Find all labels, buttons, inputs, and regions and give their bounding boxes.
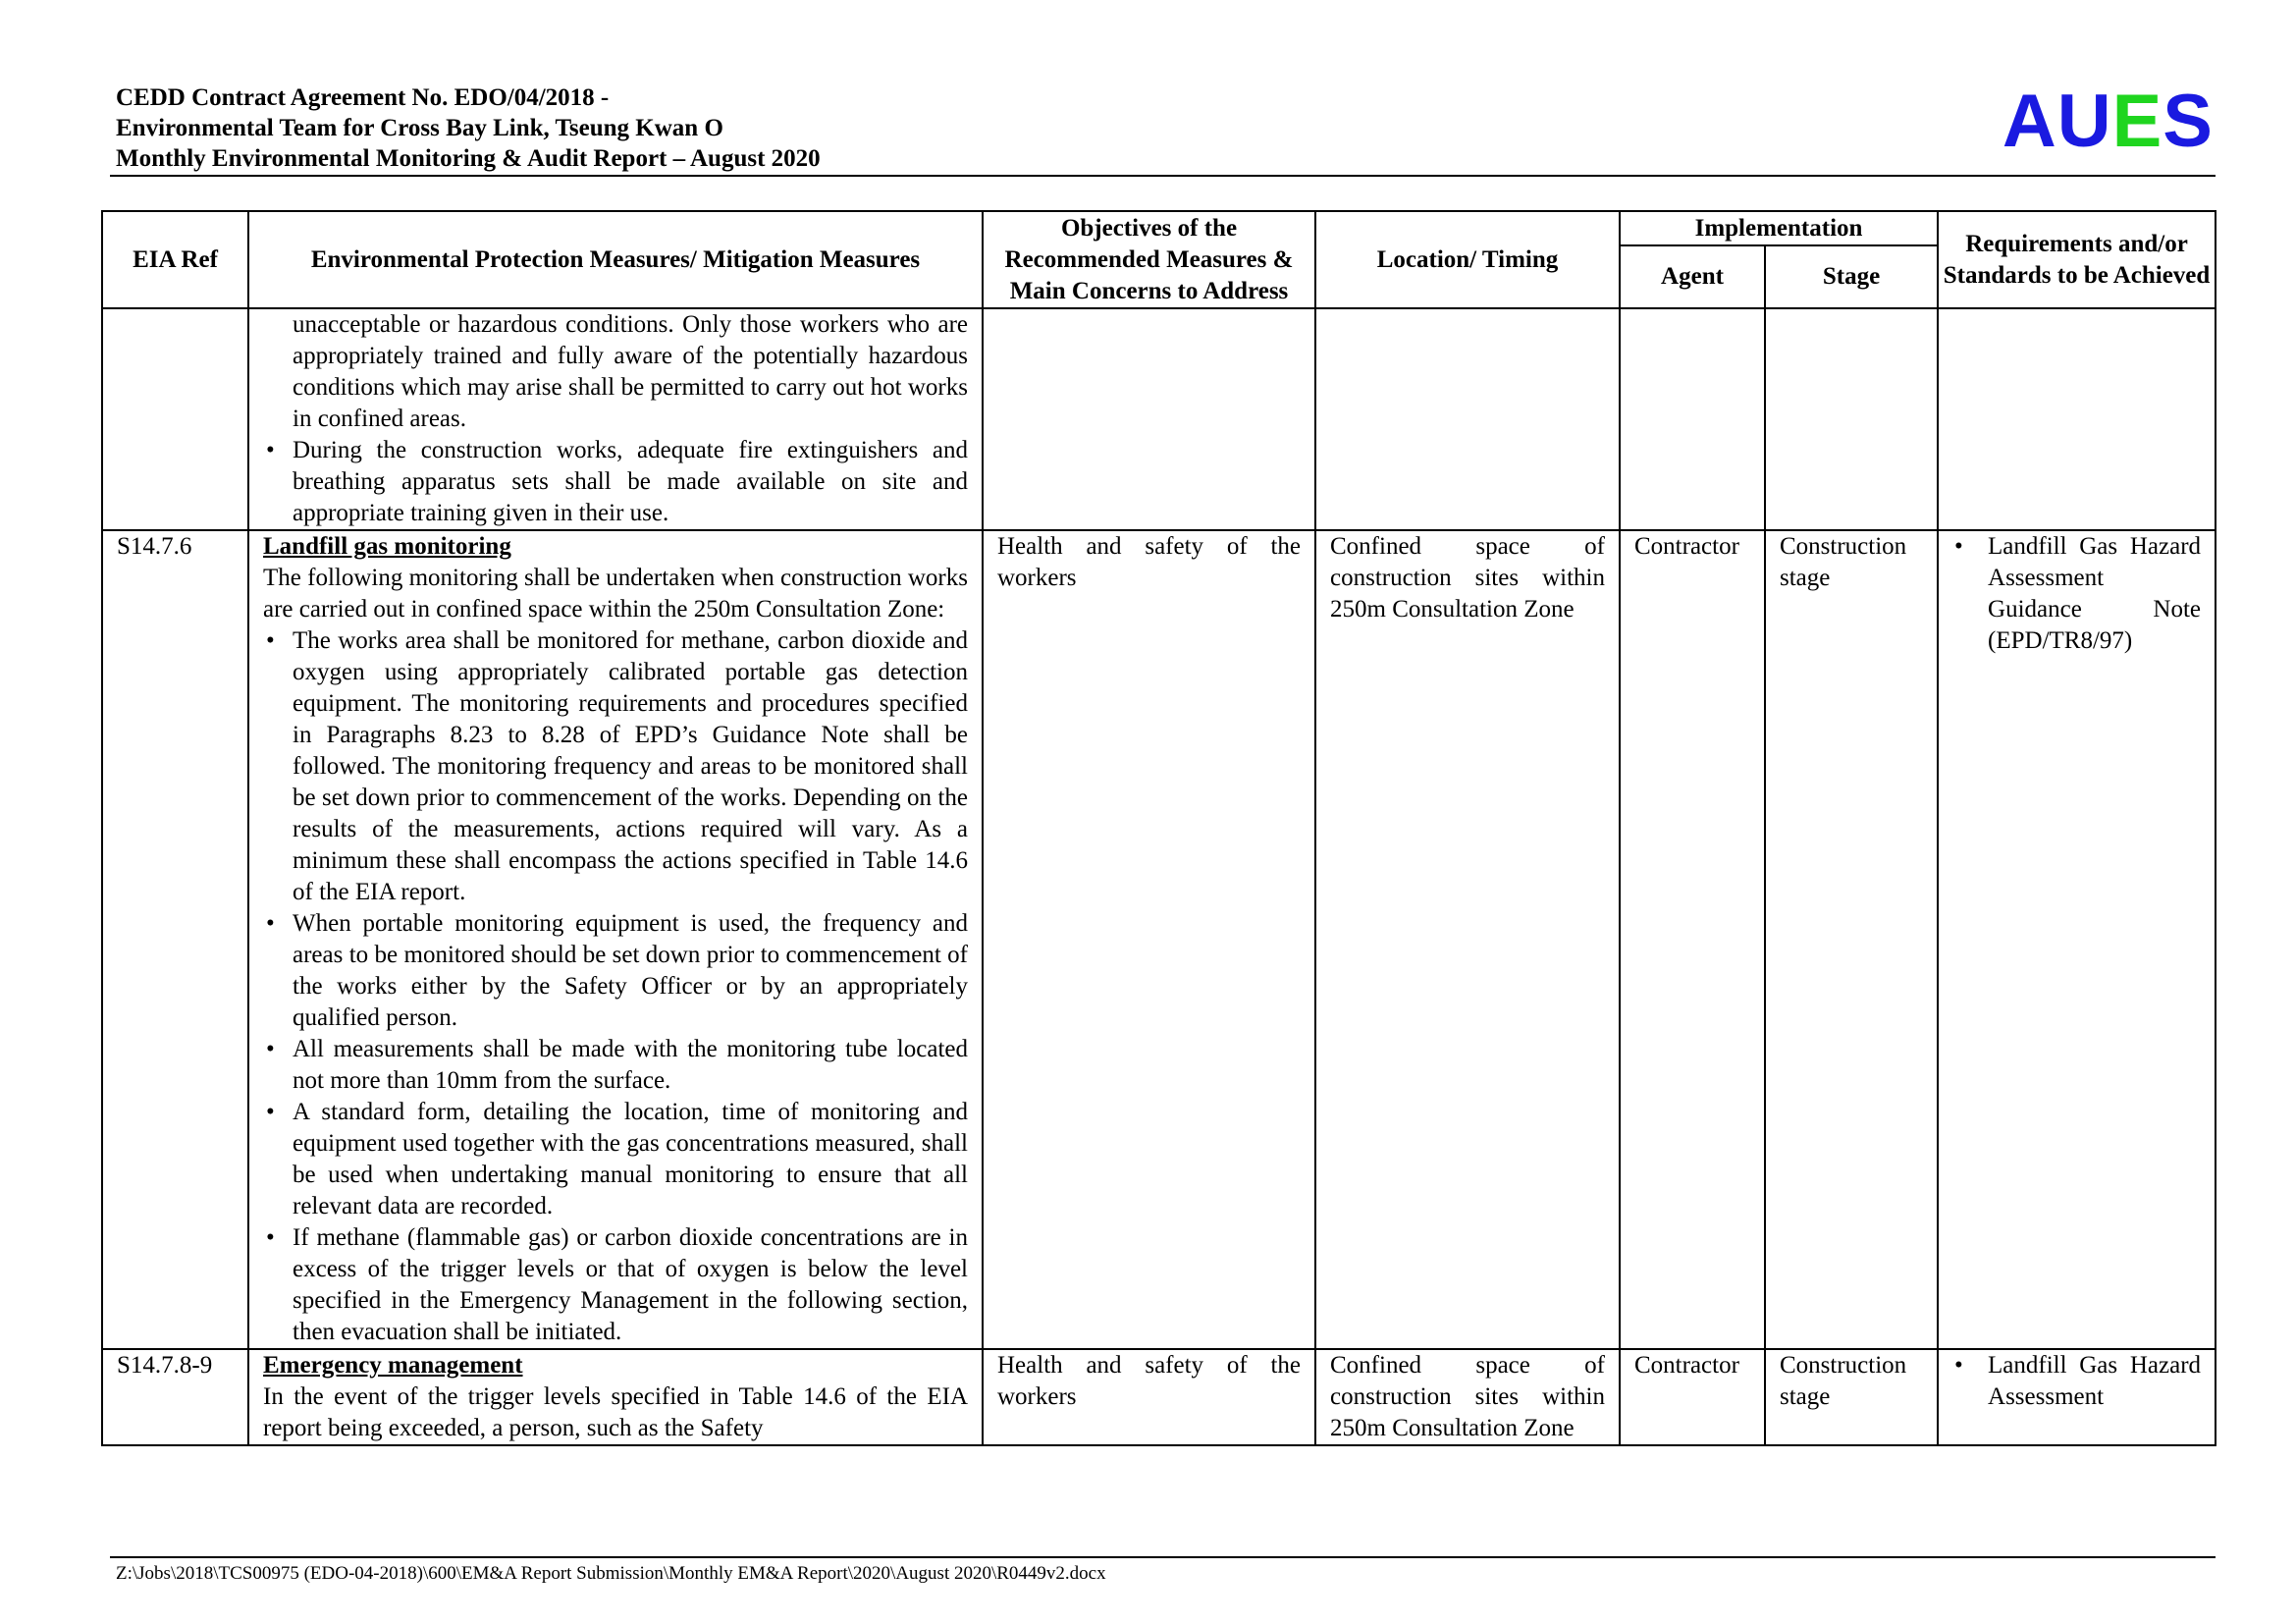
table-row	[102, 308, 2216, 530]
col-header-agent: Agent	[1620, 245, 1765, 308]
stage-cell: Construction stage	[1765, 530, 1938, 1349]
location-cell: Confined space of construction sites within 250m Consultation Zone	[1315, 530, 1620, 1349]
measures-cell	[248, 530, 983, 1349]
requirement-bullet: • Landfill Gas Hazard Assessment Guidance Note (EPD/TR8/97)	[1988, 531, 2201, 657]
header-divider	[110, 175, 2216, 177]
mitigation-measures-table	[101, 210, 2216, 1446]
col-header-stage: Stage	[1765, 245, 1938, 308]
report-title: Monthly Environmental Monitoring & Audit Report – August 2020	[116, 145, 821, 172]
table-row	[102, 530, 2216, 1349]
col-header-objectives: Objectives of the Recommended Measures & Main Concerns to Address	[983, 211, 1315, 308]
stage-cell	[1765, 308, 1938, 530]
page-header	[116, 82, 2216, 174]
footer-divider	[110, 1556, 2216, 1558]
eia-ref-cell: S14.7.6	[102, 530, 248, 1349]
measure-intro: In the event of the trigger levels specified in Table 14.6 of the EIA report being exceeded, a person, such as the Safety	[263, 1383, 968, 1441]
agent-cell	[1620, 308, 1765, 530]
col-header-implementation: Implementation	[1620, 211, 1938, 245]
file-path: Z:\Jobs\2018\TCS00975 (EDO-04-2018)\600\EM&A Report Submission\Monthly EM&A Report\2020\August 2020\R0449v2.docx	[116, 1563, 1106, 1584]
col-header-location: Location/ Timing	[1315, 211, 1620, 308]
stage-cell: Construction stage	[1765, 1349, 1938, 1445]
measure-bullet: • All measurements shall be made with the monitoring tube located not more than 10mm from the surface.	[293, 1034, 968, 1097]
objectives-cell: Health and safety of the workers	[983, 1349, 1315, 1445]
measures-cell	[248, 1349, 983, 1445]
measures-cell	[248, 308, 983, 530]
measure-bullet: • If methane (flammable gas) or carbon dioxide concentrations are in excess of the trigger levels or that of oxygen is below the level specified in the Emergency Management in the following section, then evacuation shall be initiated.	[293, 1222, 968, 1348]
requirements-cell	[1938, 308, 2216, 530]
table-row	[102, 1349, 2216, 1445]
measure-bullet: • When portable monitoring equipment is used, the frequency and areas to be monitored should be set down prior to commencement of the works either by the Safety Officer or by an appropriately qualified person.	[293, 908, 968, 1034]
measure-title: Emergency management	[263, 1352, 523, 1379]
requirements-cell	[1938, 530, 2216, 1349]
measure-bullet: • A standard form, detailing the location, time of monitoring and equipment used together with the gas concentrations measured, shall be used when undertaking manual monitoring to ensure that all relevant data are recorded.	[293, 1097, 968, 1222]
eia-ref-cell: S14.7.8-9	[102, 1349, 248, 1445]
project-title: Environmental Team for Cross Bay Link, Tseung Kwan O	[116, 115, 723, 141]
objectives-cell	[983, 308, 1315, 530]
agent-cell: Contractor	[1620, 530, 1765, 1349]
measure-bullet: • During the construction works, adequate fire extinguishers and breathing apparatus sets shall be made available on site and appropriate training given in their use.	[293, 435, 968, 529]
location-cell: Confined space of construction sites within 250m Consultation Zone	[1315, 1349, 1620, 1445]
requirements-cell	[1938, 1349, 2216, 1445]
eia-ref-cell	[102, 308, 248, 530]
requirement-bullet: • Landfill Gas Hazard Assessment	[1988, 1350, 2201, 1413]
aues-logo: AUES	[2002, 80, 2214, 163]
measure-intro: The following monitoring shall be undertaken when construction works are carried out in confined space within the 250m Consultation Zone:	[263, 565, 968, 623]
contract-title: CEDD Contract Agreement No. EDO/04/2018 -	[116, 84, 610, 111]
agent-cell: Contractor	[1620, 1349, 1765, 1445]
measure-title: Landfill gas monitoring	[263, 533, 511, 560]
location-cell	[1315, 308, 1620, 530]
continued-text: unacceptable or hazardous conditions. Only those workers who are appropriately trained and fully aware of the potentially hazardous conditions which may arise shall be permitted to carry out hot works in confined areas.	[293, 311, 968, 432]
col-header-eia-ref: EIA Ref	[102, 211, 248, 308]
objectives-cell: Health and safety of the workers	[983, 530, 1315, 1349]
measure-bullet: • The works area shall be monitored for methane, carbon dioxide and oxygen using appropriately calibrated portable gas detection equipment. The monitoring requirements and procedures specified in Paragraphs 8.23 to 8.28 of EPD’s Guidance Note shall be followed. The monitoring frequency and areas to be monitored shall be set down prior to commencement of the works. Depending on the results of the measurements, actions required will vary. As a minimum these shall encompass the actions specified in Table 14.6 of the EIA report.	[293, 625, 968, 908]
col-header-requirements: Requirements and/or Standards to be Achieved	[1938, 211, 2216, 308]
col-header-measures: Environmental Protection Measures/ Mitigation Measures	[248, 211, 983, 308]
